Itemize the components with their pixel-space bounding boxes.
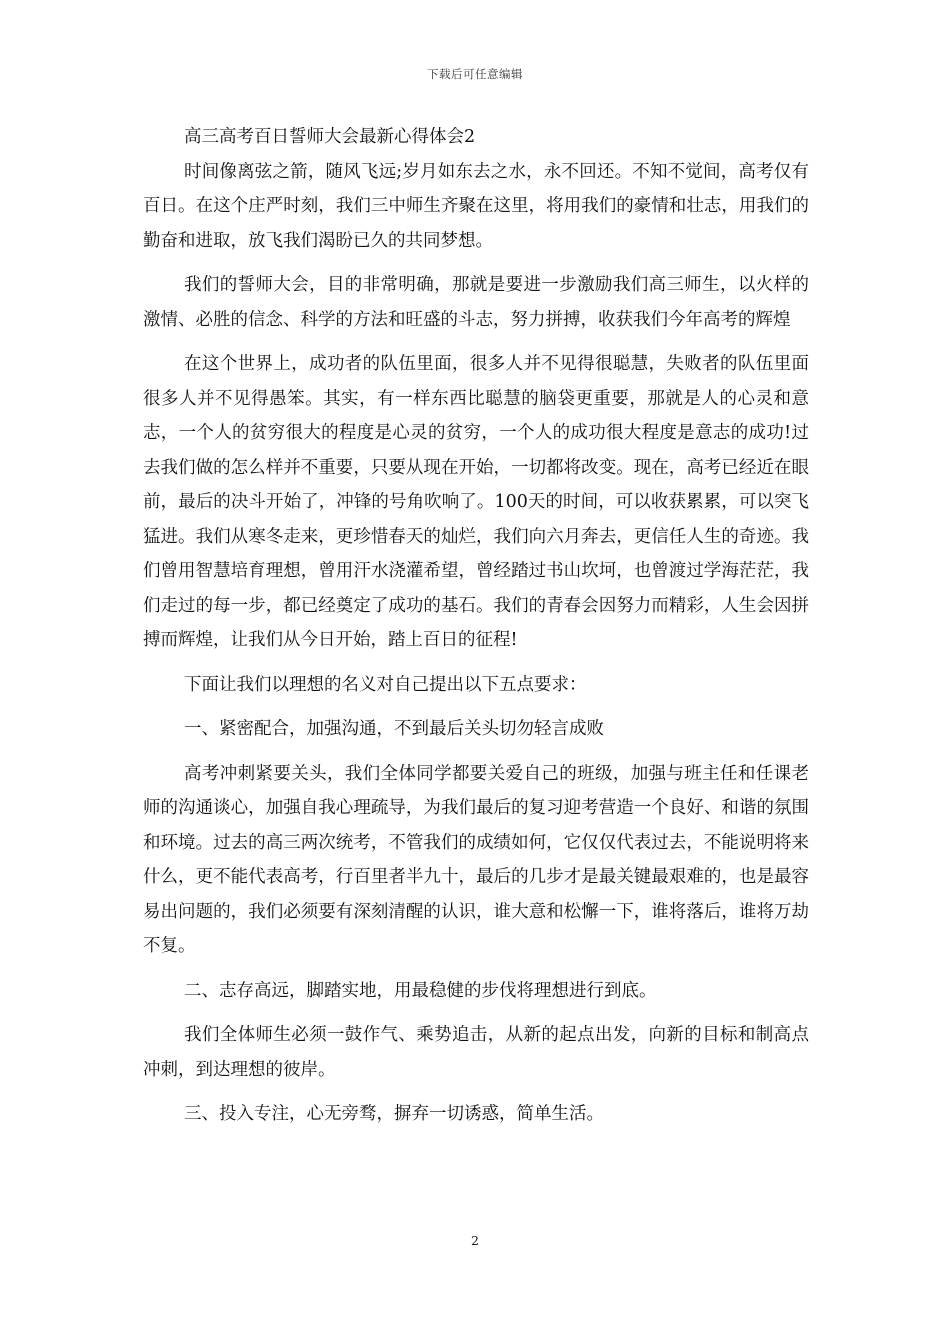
requirement-heading-2: 二、志存高远，脚踏实地，用最稳健的步伐将理想进行到底。: [184, 980, 657, 1001]
document-body: [143, 120, 809, 1142]
paragraph-1: 时间像离弦之箭，随风飞远;岁月如东去之水，永不回还。不知不觉间，高考仅有百日。在这个庄严时刻，我们三中师生齐聚在这里，将用我们的豪情和壮志，用我们的勤奋和进取，放飞我们渴盼已久的共同梦想。: [143, 161, 809, 251]
page-number: 2: [471, 1233, 479, 1248]
paragraph-3: 在这个世界上，成功者的队伍里面，很多人并不见得很聪慧，失败者的队伍里面很多人并不见得愚笨。其实，有一样东西比聪慧的脑袋更重要，那就是人的心灵和意志，一个人的贫穷很大的程度是心灵的贫穷，一个人的成功很大程度是意志的成功!过去我们做的怎么样并不重要，只要从现在开始，一切都将改变。现在，高考已经近在眼前，最后的决斗开始了，冲锋的号角吹响了。100天的时间，可以收获累累，可以突飞猛进。我们从寒冬走来，更珍惜春天的灿烂，我们向六月奔去，更信任人生的奇迹。我们曾用智慧培育理想，曾用汗水浇灌希望，曾经踏过书山坎坷，也曾渡过学海茫茫，我们走过的每一步，都已经奠定了成功的基石。我们的青春会因努力而精彩，人生会因拼搏而辉煌，让我们从今日开始，踏上百日的征程!: [143, 354, 809, 650]
document-title: 高三高考百日誓师大会最新心得体会2: [184, 127, 476, 147]
requirement-heading-1: 一、紧密配合，加强沟通，不到最后关头切勿轻言成败: [184, 719, 604, 739]
page-header: 下载后可任意编辑: [427, 67, 523, 81]
paragraph-6: 我们全体师生必须一鼓作气、乘势追击，从新的起点出发，向新的目标和制高点冲刺，到达理想的彼岸。: [143, 1025, 809, 1080]
requirement-heading-3: 三、投入专注，心无旁骛，摒弃一切诱惑，简单生活。: [184, 1104, 604, 1124]
paragraph-4: 下面让我们以理想的名义对自己提出以下五点要求：: [184, 674, 587, 695]
paragraph-2: 我们的誓师大会，目的非常明确，那就是要进一步激励我们高三师生，以火样的激情、必胜的信念、科学的方法和旺盛的斗志，努力拼搏，收获我们今年高考的辉煌: [143, 275, 809, 330]
paragraph-5: 高考冲刺紧要关头，我们全体同学都要关爱自己的班级，加强与班主任和任课老师的沟通谈心，加强自我心理疏导，为我们最后的复习迎考营造一个良好、和谐的氛围和环境。过去的高三两次统考，不管我们的成绩如何，它仅仅代表过去，不能说明将来什么，更不能代表高考，行百里者半九十，最后的几步才是最关键最艰难的，也是最容易出问题的，我们必须要有深刻清醒的认识，谁大意和松懈一下，谁将落后，谁将万劫不复。: [143, 763, 809, 956]
